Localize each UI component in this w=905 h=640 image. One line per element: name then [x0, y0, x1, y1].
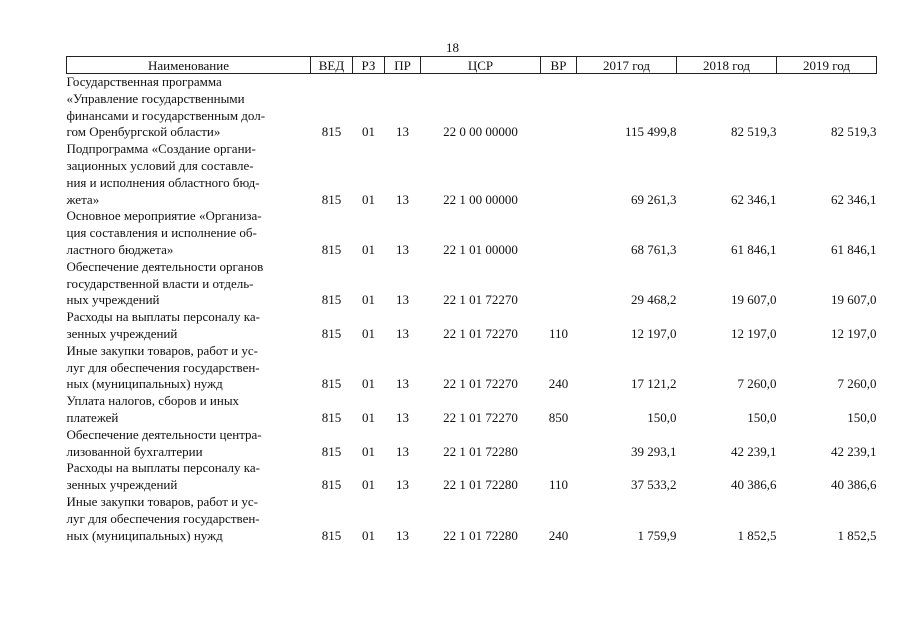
- cell-ved: 815: [321, 527, 342, 543]
- cell-2017: 29 468,2: [631, 292, 677, 308]
- cell-pr: 13: [396, 241, 409, 257]
- name-line: гом Оренбургской области»: [66, 124, 221, 140]
- cell-rz: 01: [362, 477, 375, 493]
- table-row: [67, 427, 877, 461]
- name-line: Подпрограмма «Создание органи-: [66, 141, 256, 157]
- header-pr: ПР: [385, 57, 421, 74]
- name-line: ластного бюджета»: [66, 241, 174, 257]
- cell-vr: 240: [548, 527, 569, 543]
- cell-2019: 19 607,0: [831, 292, 877, 308]
- cell-csr: 22 1 01 72280: [443, 443, 518, 459]
- name-line: «Управление государственными: [66, 90, 245, 106]
- budget-table: [66, 56, 877, 544]
- cell-vr: 110: [548, 477, 569, 493]
- cell-2017: 39 293,1: [631, 443, 677, 459]
- cell-vr: 110: [548, 325, 569, 341]
- cell-ved: 815: [321, 376, 342, 392]
- cell-ved: 815: [321, 292, 342, 308]
- cell-pr: 13: [396, 191, 409, 207]
- name-line: лизованной бухгалтерии: [66, 443, 203, 459]
- cell-2017: 37 533,2: [631, 477, 677, 493]
- header-2017: 2017 год: [577, 57, 677, 74]
- cell-name: [67, 208, 311, 258]
- cell-vr: [541, 74, 577, 142]
- cell-2019: 12 197,0: [831, 325, 877, 341]
- name-line: жета»: [66, 191, 100, 207]
- cell-ved: 815: [321, 325, 342, 341]
- cell-csr: 22 0 00 00000: [443, 124, 518, 140]
- cell-2018: 62 346,1: [731, 191, 777, 207]
- cell-2017: 150,0: [647, 409, 677, 425]
- cell-2017: 17 121,2: [631, 376, 677, 392]
- cell-rz: 01: [362, 241, 375, 257]
- name-line: финансами и государственным дол-: [66, 107, 266, 123]
- table-row: [67, 74, 877, 142]
- cell-2018: 150,0: [747, 409, 777, 425]
- cell-name: [67, 141, 311, 208]
- cell-rz: 01: [362, 376, 375, 392]
- cell-ved: 815: [321, 409, 342, 425]
- cell-vr: 240: [548, 376, 569, 392]
- table-row: [67, 494, 877, 544]
- cell-name: [67, 427, 311, 461]
- name-line: ных (муниципальных) нужд: [66, 527, 223, 543]
- cell-2017: 12 197,0: [631, 325, 677, 341]
- cell-2018: 7 260,0: [737, 376, 777, 392]
- cell-2018: 12 197,0: [731, 325, 777, 341]
- name-line: Расходы на выплаты персоналу ка-: [66, 460, 261, 476]
- header-csr: ЦСР: [421, 57, 541, 74]
- page-number: 18: [446, 40, 459, 55]
- name-line: ция составления и исполнение об-: [66, 225, 257, 241]
- cell-2017: 69 261,3: [631, 191, 677, 207]
- cell-csr: 22 1 01 72270: [443, 292, 518, 308]
- cell-ved: 815: [321, 191, 342, 207]
- header-rz: РЗ: [353, 57, 385, 74]
- cell-2019: 61 846,1: [831, 241, 877, 257]
- cell-vr: [541, 427, 577, 461]
- cell-rz: 01: [362, 527, 375, 543]
- cell-rz: 01: [362, 409, 375, 425]
- name-line: зенных учреждений: [66, 477, 178, 493]
- cell-ved: 815: [321, 124, 342, 140]
- cell-2019: 150,0: [847, 409, 877, 425]
- table-row: [67, 259, 877, 309]
- cell-name: [67, 309, 311, 343]
- header-name: Наименование: [67, 57, 311, 74]
- cell-ved: 815: [321, 443, 342, 459]
- cell-2019: 40 386,6: [831, 477, 877, 493]
- header-ved: ВЕД: [311, 57, 353, 74]
- name-line: зенных учреждений: [66, 325, 178, 341]
- cell-name: [67, 74, 311, 142]
- cell-csr: 22 1 01 72270: [443, 409, 518, 425]
- cell-pr: 13: [396, 477, 409, 493]
- name-line: государственной власти и отдель-: [66, 275, 254, 291]
- header-row: [67, 57, 877, 74]
- cell-rz: 01: [362, 325, 375, 341]
- cell-vr: 850: [548, 409, 569, 425]
- name-line: зационных условий для составле-: [66, 157, 254, 173]
- name-line: Основное мероприятие «Организа-: [66, 208, 262, 224]
- cell-name: [67, 494, 311, 544]
- name-line: ния и исполнения областного бюд-: [66, 174, 260, 190]
- table-row: [67, 141, 877, 208]
- cell-pr: 13: [396, 124, 409, 140]
- cell-2017: 115 499,8: [624, 124, 677, 140]
- cell-2018: 61 846,1: [731, 241, 777, 257]
- table-row: [67, 208, 877, 258]
- cell-2017: 68 761,3: [631, 241, 677, 257]
- name-line: Иные закупки товаров, работ и ус-: [66, 342, 258, 358]
- name-line: ных учреждений: [66, 292, 160, 308]
- name-line: луг для обеспечения государствен-: [66, 510, 260, 526]
- cell-rz: 01: [362, 124, 375, 140]
- cell-vr: [541, 141, 577, 208]
- cell-2019: 62 346,1: [831, 191, 877, 207]
- cell-csr: 22 1 01 72270: [443, 376, 518, 392]
- name-line: Государственная программа: [66, 74, 222, 89]
- cell-name: [67, 393, 311, 427]
- cell-rz: 01: [362, 292, 375, 308]
- cell-2019: 82 519,3: [831, 124, 877, 140]
- cell-2018: 19 607,0: [731, 292, 777, 308]
- cell-2019: 42 239,1: [831, 443, 877, 459]
- cell-rz: 01: [362, 191, 375, 207]
- cell-vr: [541, 259, 577, 309]
- cell-name: [67, 343, 311, 393]
- cell-name: [67, 460, 311, 494]
- name-line: Иные закупки товаров, работ и ус-: [66, 493, 258, 509]
- table-row: [67, 393, 877, 427]
- cell-csr: 22 1 01 00000: [443, 241, 518, 257]
- cell-csr: 22 1 00 00000: [443, 191, 518, 207]
- header-2019: 2019 год: [777, 57, 877, 74]
- name-line: Расходы на выплаты персоналу ка-: [66, 309, 261, 325]
- cell-2018: 40 386,6: [731, 477, 777, 493]
- table-row: [67, 460, 877, 494]
- header-2018: 2018 год: [677, 57, 777, 74]
- cell-pr: 13: [396, 292, 409, 308]
- name-line: луг для обеспечения государствен-: [66, 359, 260, 375]
- cell-2018: 82 519,3: [731, 124, 777, 140]
- header-vr: ВР: [541, 57, 577, 74]
- cell-ved: 815: [321, 477, 342, 493]
- cell-csr: 22 1 01 72280: [443, 477, 518, 493]
- name-line: Уплата налогов, сборов и иных: [66, 393, 240, 409]
- cell-name: [67, 259, 311, 309]
- name-line: ных (муниципальных) нужд: [66, 376, 223, 392]
- cell-pr: 13: [396, 443, 409, 459]
- name-line: платежей: [66, 409, 119, 425]
- cell-pr: 13: [396, 376, 409, 392]
- cell-2018: 42 239,1: [731, 443, 777, 459]
- name-line: Обеспечение деятельности органов: [66, 258, 264, 274]
- cell-csr: 22 1 01 72280: [443, 527, 518, 543]
- cell-2018: 1 852,5: [737, 527, 777, 543]
- cell-csr: 22 1 01 72270: [443, 325, 518, 341]
- cell-2019: 7 260,0: [837, 376, 877, 392]
- name-line: Обеспечение деятельности центра-: [66, 426, 262, 442]
- cell-pr: 13: [396, 409, 409, 425]
- cell-vr: [541, 208, 577, 258]
- cell-2019: 1 852,5: [837, 527, 877, 543]
- table-row: [67, 343, 877, 393]
- cell-2017: 1 759,9: [637, 527, 677, 543]
- cell-ved: 815: [321, 241, 342, 257]
- cell-rz: 01: [362, 443, 375, 459]
- cell-pr: 13: [396, 325, 409, 341]
- table-body: [67, 74, 877, 545]
- table-row: [67, 309, 877, 343]
- cell-pr: 13: [396, 527, 409, 543]
